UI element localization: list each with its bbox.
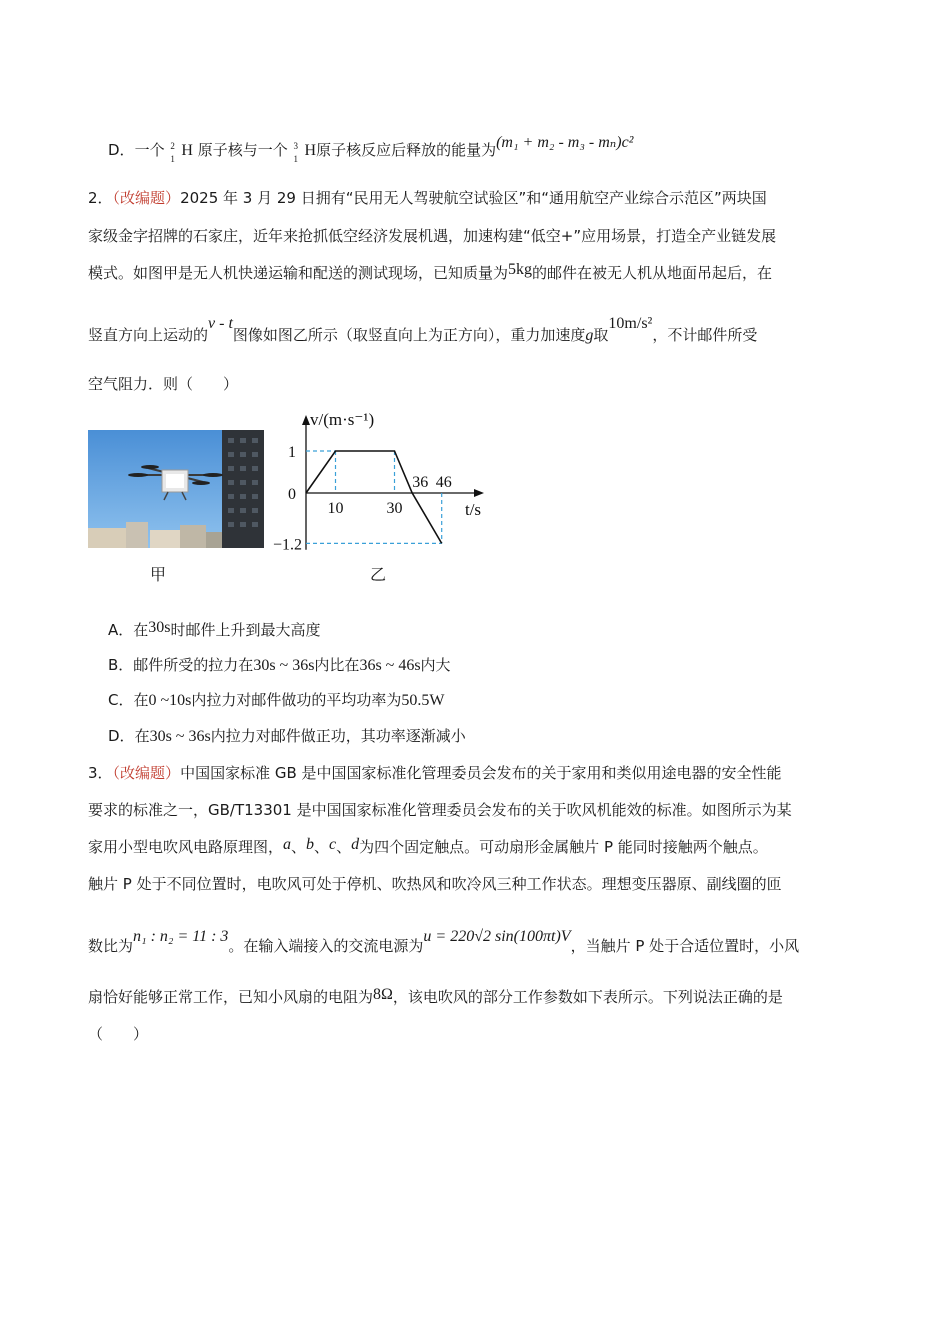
text: 邮件所受的拉力在: [133, 656, 254, 674]
q2-option-c[interactable]: [108, 690, 445, 711]
q2-option-b[interactable]: [108, 655, 451, 676]
isotope-tritium: 3 1: [293, 141, 298, 164]
isotope-deuterium: 2 1: [170, 141, 175, 164]
text: ，当触片 P 处于合适位置时，小风: [570, 937, 800, 955]
text: ，不计邮件所受: [652, 326, 758, 344]
q2-line-5: [88, 374, 238, 394]
prev-option-d: [108, 134, 634, 164]
text: 内拉力对邮件做功的平均功率为: [191, 691, 402, 709]
contact-b: b: [306, 836, 315, 853]
q2-line-2: [88, 226, 776, 246]
text: 空气阻力．则（ ）: [88, 375, 239, 393]
x-axis-label: t/s: [464, 500, 482, 519]
q3-line-3: [88, 837, 768, 858]
text: 在: [134, 727, 150, 745]
text: 竖直方向上运动的: [88, 326, 209, 344]
vt-symbol: v - t: [208, 315, 233, 332]
q2-line-1: [88, 188, 767, 208]
q3-line-5: [88, 928, 800, 957]
drone-photo: [88, 430, 264, 548]
text: 家用小型电吹风电路原理图，: [88, 838, 284, 856]
q2-line-4: [88, 315, 758, 346]
y-tick-label-neg: −1.2: [272, 536, 302, 554]
text: 要求的标准之一，GB/T13301 是中国国家标准化管理委员会发布的关于吹风机能效的标准。如图所示为某: [88, 801, 792, 819]
contact-a: a: [283, 836, 292, 853]
q2-option-a[interactable]: [108, 620, 321, 641]
time-range: 36s ~ 46s: [359, 657, 421, 674]
contact-c: c: [329, 836, 337, 853]
g-symbol: g: [585, 327, 594, 344]
text: 2025 年 3 月 29 日拥有“民用无人驾驶航空试验区”和“通用航空产业综合示范区”两块国: [180, 189, 767, 207]
figure-caption-yi: 乙: [370, 565, 387, 584]
option-label: C．: [108, 691, 134, 709]
separator: 、: [291, 838, 307, 856]
power-value: 50.5W: [401, 692, 445, 709]
text: 内大: [420, 656, 451, 674]
option-label: D．: [108, 141, 135, 159]
text: 在: [133, 691, 149, 709]
text: 数比为: [88, 937, 134, 955]
time-range: 0 ~10s: [148, 692, 192, 709]
x-axis-arrow: [474, 489, 484, 497]
q3-line-2: [88, 800, 792, 820]
x-tick-label-46: 46: [435, 474, 452, 491]
turns-ratio: n₁ : n₂ = 11 : 3: [133, 928, 229, 945]
y-axis-label: v/(m·s⁻¹): [310, 410, 375, 429]
g-value: 10m/s²: [608, 315, 653, 332]
text: 触片 P 处于不同位置时，电吹风可处于停机、吹热风和吹冷风三种工作状态。理想变压器原、副线圈的匝: [88, 875, 782, 893]
vt-chart: [268, 405, 500, 555]
drone-photo-image: [88, 430, 264, 548]
text: ，该电吹风的部分工作参数如下表所示。下列说法正确的是: [392, 988, 783, 1006]
fan-resistance: 8Ω: [373, 986, 393, 1003]
energy-formula: (m₁ + m₂ - m₃ - mₙ)c²: [496, 134, 634, 151]
x-tick-label-10: 10: [327, 500, 344, 517]
mass-value: 5kg: [508, 261, 533, 278]
y-tick-label-1: 1: [288, 444, 296, 461]
text: 。在输入端接入的交流电源为: [228, 937, 424, 955]
x-tick-label-30: 30: [386, 500, 403, 517]
q3-line-7: [88, 1024, 148, 1044]
q3-line-1: [88, 763, 782, 783]
text: 取: [593, 326, 609, 344]
text: 在: [133, 621, 149, 639]
q2-line-3: [88, 263, 772, 284]
element-symbol: H: [304, 142, 317, 159]
text: （ ）: [88, 1025, 149, 1043]
time-range: 30s ~ 36s: [253, 657, 315, 674]
option-label: D．: [108, 727, 135, 745]
question-number: 2．: [88, 189, 113, 207]
text: 原子核与一个: [197, 141, 288, 159]
option-label: A．: [108, 621, 134, 639]
figure-caption-jia: 甲: [150, 565, 167, 584]
q3-line-4: [88, 874, 782, 894]
text: 图像如图乙所示（取竖直向上为正方向），重力加速度: [232, 326, 586, 344]
text: 为四个固定触点。可动扇形金属触片 P 能同时接触两个触点。: [359, 838, 768, 856]
y-axis-arrow: [302, 415, 310, 425]
text: 中国国家标准 GB 是中国国家标准化管理委员会发布的关于家用和类似用途电器的安全性能: [180, 764, 782, 782]
text: 内比在: [314, 656, 360, 674]
ac-source: u = 220√2 sin(100πt)V: [423, 928, 571, 945]
x-tick-label-36: 36: [412, 474, 429, 491]
text: 原子核反应后释放的能量为: [316, 141, 497, 159]
origin-label: 0: [288, 486, 296, 503]
text: 内拉力对邮件做正功，其功率逐渐减小: [210, 727, 466, 745]
element-symbol: H: [181, 142, 193, 159]
text: 一个: [134, 141, 165, 159]
question-tag: （改编题）: [112, 764, 181, 782]
contact-d: d: [351, 836, 360, 853]
separator: 、: [314, 838, 330, 856]
question-tag: （改编题）: [112, 189, 181, 207]
series-line: [306, 451, 442, 543]
question-number: 3．: [88, 764, 113, 782]
time-range: 30s ~ 36s: [149, 728, 211, 745]
text: 时邮件上升到最大高度: [170, 621, 321, 639]
text: 模式。如图甲是无人机快递运输和配送的测试现场，已知质量为: [88, 264, 509, 282]
q3-line-6: [88, 987, 783, 1008]
time-value: 30s: [148, 619, 171, 636]
separator: 、: [336, 838, 352, 856]
option-label: B．: [108, 656, 134, 674]
text: 扇恰好能够正常工作，已知小风扇的电阻为: [88, 988, 374, 1006]
text: 家级金字招牌的石家庄，近年来抢抓低空经济发展机遇，加速构建“低空+”应用场景，打造全产业链发展: [88, 227, 777, 245]
text: 的邮件在被无人机从地面吊起后，在: [532, 264, 773, 282]
q2-option-d[interactable]: [108, 726, 466, 747]
